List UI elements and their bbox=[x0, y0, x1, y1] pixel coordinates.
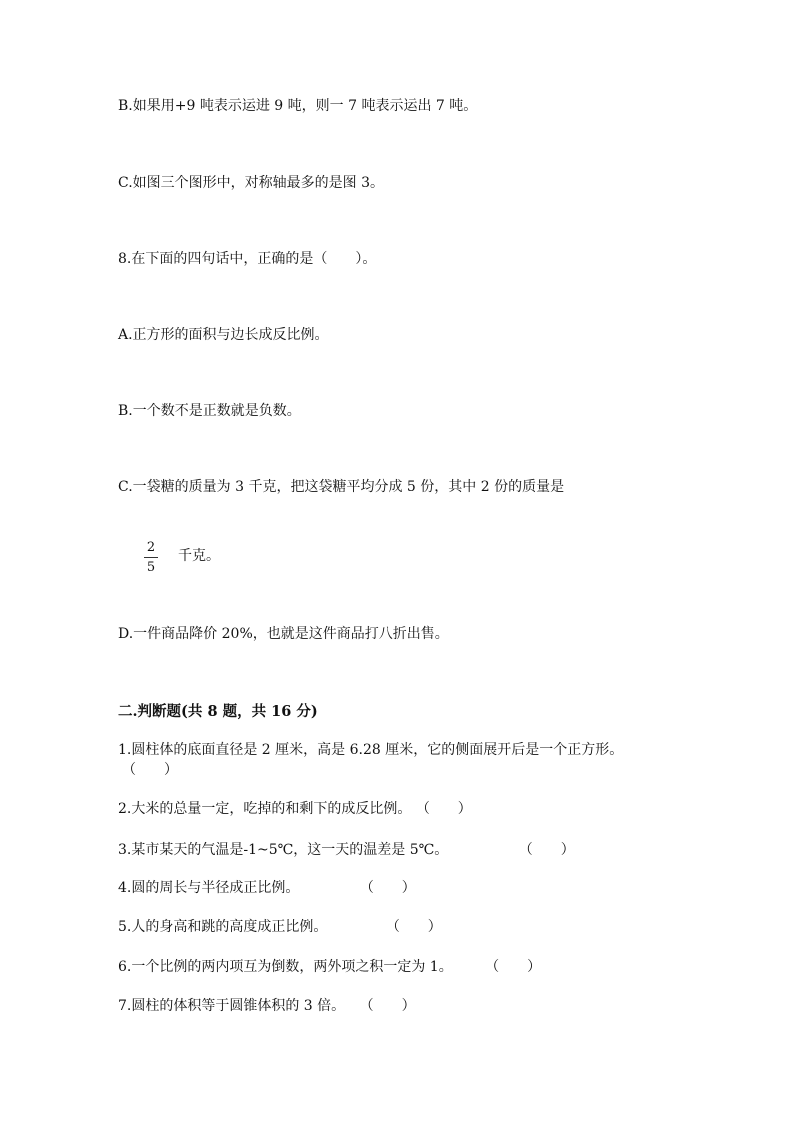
judge-item-1: 1.圆柱体的底面直径是 2 厘米，高是 6.28 厘米，它的侧面展开后是一个正方形。 bbox=[118, 742, 624, 758]
option-8c-fraction bbox=[144, 540, 158, 575]
judge-item-2 bbox=[118, 800, 472, 818]
judge-item-7-text: 7.圆柱的体积等于圆锥体积的 3 倍。 bbox=[118, 998, 346, 1014]
judge-item-3-text: 3.某市某天的气温是-1~5℃，这一天的温差是 5℃。 bbox=[118, 842, 449, 858]
judge-item-6-paren[interactable]: （ ） bbox=[485, 959, 542, 975]
fraction-bar bbox=[144, 557, 158, 558]
judge-item-4-text: 4.圆的周长与半径成正比例。 bbox=[118, 880, 300, 896]
option-7b: B.如果用+9 吨表示运进 9 吨，则一 7 吨表示运出 7 吨。 bbox=[118, 98, 478, 114]
judge-item-4-paren[interactable]: （ ） bbox=[359, 880, 416, 896]
option-8c: C.一袋糖的质量为 3 千克，把这袋糖平均分成 5 份，其中 2 份的质量是 bbox=[118, 479, 565, 495]
option-8a: A.正方形的面积与边长成反比例。 bbox=[118, 327, 329, 343]
fraction-numerator: 2 bbox=[146, 540, 156, 555]
judge-item-2-paren[interactable]: （ ） bbox=[415, 801, 472, 817]
option-8d: D.一件商品降价 20%，也就是这件商品打八折出售。 bbox=[118, 626, 449, 642]
fraction-denominator: 5 bbox=[146, 560, 156, 575]
judge-item-3-paren[interactable]: （ ） bbox=[518, 842, 575, 858]
section-2-heading: 二.判断题(共 8 题，共 16 分) bbox=[118, 703, 318, 720]
option-8b: B.一个数不是正数就是负数。 bbox=[118, 403, 301, 419]
judge-item-7 bbox=[118, 997, 416, 1015]
judge-item-6-text: 6.一个比例的两内项互为倒数，两外项之积一定为 1。 bbox=[118, 959, 453, 975]
judge-item-1-paren[interactable]: （ ） bbox=[122, 762, 178, 778]
option-7c: C.如图三个图形中，对称轴最多的是图 3。 bbox=[118, 175, 385, 191]
judge-item-3 bbox=[118, 841, 575, 859]
judge-item-2-text: 2.大米的总量一定，吃掉的和剩下的成反比例。 bbox=[118, 801, 412, 817]
judge-item-4 bbox=[118, 879, 416, 897]
judge-item-6 bbox=[118, 958, 541, 976]
judge-item-5-paren[interactable]: （ ） bbox=[385, 919, 442, 935]
option-8c-unit: 千克。 bbox=[178, 548, 220, 564]
judge-item-5-text: 5.人的身高和跳的高度成正比例。 bbox=[118, 919, 328, 935]
judge-item-5 bbox=[118, 918, 442, 936]
judge-item-7-paren[interactable]: （ ） bbox=[359, 998, 416, 1014]
question-8-stem: 8.在下面的四句话中，正确的是（ ）。 bbox=[118, 251, 377, 267]
